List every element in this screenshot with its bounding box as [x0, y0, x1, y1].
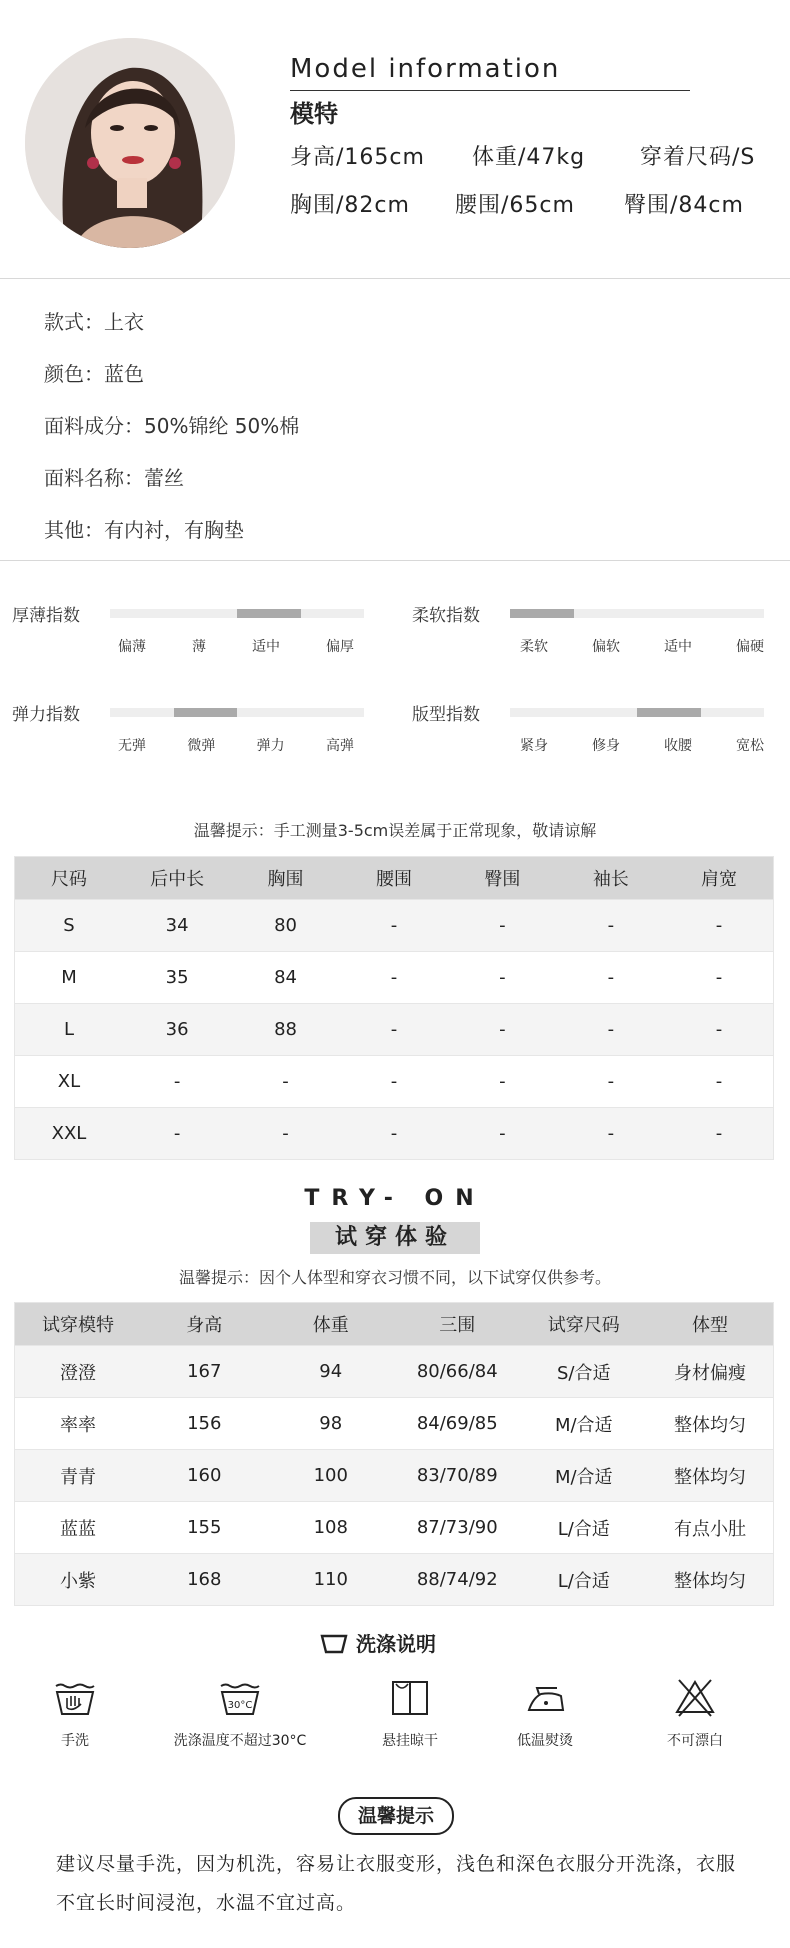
table-cell: 青青 — [15, 1450, 142, 1502]
table-row — [15, 900, 774, 952]
wash-label: 悬挂晾干 — [382, 1733, 438, 1749]
section-divider — [0, 560, 790, 561]
wash-temp-mark: 30°C — [227, 1700, 253, 1711]
column-header: 尺码 — [15, 857, 123, 900]
index-ticks-thickness — [118, 636, 354, 656]
table-cell: 小紫 — [15, 1554, 142, 1606]
table-cell: 35 — [123, 952, 231, 1004]
tryon-table — [14, 1302, 774, 1606]
table-row — [15, 1554, 774, 1606]
table-row — [15, 1450, 774, 1502]
tick-label: 偏厚 — [326, 639, 354, 655]
table-cell: 80 — [231, 900, 339, 952]
wash-item-30 — [160, 1678, 320, 1750]
heading-underline — [290, 90, 690, 91]
table-cell: M — [15, 952, 123, 1004]
wash-label: 手洗 — [61, 1733, 89, 1749]
model-size: 穿着尺码/S — [640, 145, 756, 170]
index-ticks-fit — [520, 735, 764, 755]
index-bar-thickness — [110, 609, 364, 618]
table-cell: XXL — [15, 1108, 123, 1160]
table-cell: 88 — [231, 1004, 339, 1056]
table-cell: 100 — [268, 1450, 395, 1502]
table-cell: M/合适 — [521, 1398, 648, 1450]
washing-title: 洗涤说明 — [356, 1632, 436, 1656]
wash-tub-icon — [320, 1632, 348, 1654]
table-cell: 87/73/90 — [394, 1502, 521, 1554]
table-row — [15, 1056, 774, 1108]
hand-wash-icon — [53, 1678, 97, 1718]
tick-label: 微弹 — [187, 738, 216, 754]
table-cell: - — [231, 1108, 339, 1160]
column-header: 身高 — [141, 1303, 268, 1346]
column-header: 袖长 — [557, 857, 665, 900]
table-cell: 94 — [268, 1346, 395, 1398]
table-row — [15, 1502, 774, 1554]
tick-label: 紧身 — [520, 738, 548, 754]
table-cell: - — [340, 1108, 448, 1160]
table-cell: 率率 — [15, 1398, 142, 1450]
tick-label: 偏薄 — [118, 639, 146, 655]
table-cell: - — [557, 1108, 665, 1160]
column-header: 试穿模特 — [15, 1303, 142, 1346]
table-cell: L/合适 — [521, 1554, 648, 1606]
wash-item-hand — [0, 1678, 150, 1750]
size-table-header — [15, 857, 774, 900]
info-fabric: 面料名称：蕾丝 — [44, 466, 184, 490]
table-cell: - — [448, 900, 556, 952]
table-cell: 108 — [268, 1502, 395, 1554]
column-header: 体型 — [647, 1303, 774, 1346]
tick-label: 收腰 — [664, 738, 692, 754]
model-info-subheading: 模特 — [290, 100, 338, 128]
column-header: 臀围 — [448, 857, 556, 900]
table-cell: 澄澄 — [15, 1346, 142, 1398]
section-divider — [0, 278, 790, 279]
tick-label: 适中 — [664, 639, 692, 655]
table-cell: - — [340, 900, 448, 952]
index-bar-softness — [510, 609, 764, 618]
table-cell: - — [448, 1108, 556, 1160]
table-cell: 整体均匀 — [647, 1554, 774, 1606]
table-cell: - — [448, 952, 556, 1004]
model-waist: 腰围/65cm — [455, 193, 575, 218]
tryon-table-header — [15, 1303, 774, 1346]
warm-tip-text: 建议尽量手洗，因为机洗，容易让衣服变形，浅色和深色衣服分开洗涤，衣服不宜长时间浸泡，水温不宜过高。 — [56, 1853, 737, 1914]
table-cell: - — [448, 1004, 556, 1056]
column-header: 三围 — [394, 1303, 521, 1346]
table-cell: - — [557, 952, 665, 1004]
wash-item-iron — [470, 1678, 620, 1750]
table-cell: 98 — [268, 1398, 395, 1450]
table-cell: 有点小肚 — [647, 1502, 774, 1554]
low-iron-icon — [523, 1678, 567, 1718]
table-cell: - — [557, 1056, 665, 1108]
table-cell: 34 — [123, 900, 231, 952]
table-cell: M/合适 — [521, 1450, 648, 1502]
column-header: 试穿尺码 — [521, 1303, 648, 1346]
table-cell: - — [557, 1004, 665, 1056]
tryon-title-cn: 试穿体验 — [310, 1222, 480, 1254]
tick-label: 无弹 — [118, 738, 146, 754]
tick-label: 偏软 — [592, 639, 620, 655]
index-fill-softness — [510, 609, 574, 618]
table-cell: - — [231, 1056, 339, 1108]
table-cell: - — [665, 952, 773, 1004]
table-cell: 身材偏瘦 — [647, 1346, 774, 1398]
table-cell: 155 — [141, 1502, 268, 1554]
model-info-heading: Model information — [290, 54, 561, 84]
tick-label: 高弹 — [325, 738, 354, 754]
size-table-tip: 温馨提示：手工测量3-5cm误差属于正常现象，敬请谅解 — [193, 821, 597, 840]
table-cell: S — [15, 900, 123, 952]
index-bar-fit — [510, 708, 764, 717]
index-fill-elasticity — [174, 708, 238, 717]
table-cell: 84 — [231, 952, 339, 1004]
table-cell: 84/69/85 — [394, 1398, 521, 1450]
model-height: 身高/165cm — [290, 145, 425, 170]
table-cell: 167 — [141, 1346, 268, 1398]
table-cell: - — [665, 1108, 773, 1160]
wash-item-hang — [335, 1678, 485, 1750]
column-header: 体重 — [268, 1303, 395, 1346]
wash-item-bleach — [620, 1678, 770, 1750]
table-cell: 整体均匀 — [647, 1398, 774, 1450]
table-cell: 160 — [141, 1450, 268, 1502]
table-cell: 88/74/92 — [394, 1554, 521, 1606]
table-row — [15, 1108, 774, 1160]
tick-label: 偏硬 — [736, 639, 764, 655]
table-cell: - — [665, 900, 773, 952]
table-cell: - — [665, 1056, 773, 1108]
table-row — [15, 1346, 774, 1398]
tick-label: 柔软 — [520, 639, 548, 655]
table-cell: - — [340, 952, 448, 1004]
model-portrait-icon — [25, 38, 235, 248]
info-other: 其他：有内衬，有胸垫 — [44, 518, 244, 542]
table-row — [15, 952, 774, 1004]
wash-30-icon — [218, 1678, 262, 1718]
table-cell: - — [340, 1056, 448, 1108]
washing-heading — [320, 1628, 436, 1657]
table-cell: S/合适 — [521, 1346, 648, 1398]
index-fill-thickness — [237, 609, 301, 618]
index-label-thickness: 厚薄指数 — [12, 606, 80, 626]
table-cell: XL — [15, 1056, 123, 1108]
table-cell: 蓝蓝 — [15, 1502, 142, 1554]
tick-label: 修身 — [592, 738, 620, 754]
tick-label: 适中 — [252, 639, 280, 655]
table-cell: - — [340, 1004, 448, 1056]
index-label-fit: 版型指数 — [412, 705, 480, 725]
table-cell: - — [123, 1056, 231, 1108]
wash-label: 不可漂白 — [667, 1733, 723, 1749]
size-table — [14, 856, 774, 1160]
table-cell: 110 — [268, 1554, 395, 1606]
model-bust: 胸围/82cm — [290, 193, 410, 218]
no-bleach-icon — [673, 1678, 717, 1718]
warm-tip-badge: 温馨提示 — [338, 1797, 454, 1835]
table-row — [15, 1398, 774, 1450]
column-header: 胸围 — [231, 857, 339, 900]
table-cell: 168 — [141, 1554, 268, 1606]
table-cell: 整体均匀 — [647, 1450, 774, 1502]
model-photo — [25, 38, 235, 248]
tryon-tip: 温馨提示：因个人体型和穿衣习惯不同，以下试穿仅供参考。 — [178, 1268, 611, 1287]
column-header: 肩宽 — [665, 857, 773, 900]
table-cell: - — [665, 1004, 773, 1056]
table-cell: L — [15, 1004, 123, 1056]
wash-label: 低温熨烫 — [517, 1733, 573, 1749]
tryon-title-en: TRY- ON — [304, 1186, 486, 1211]
tick-label: 薄 — [192, 639, 206, 655]
table-row — [15, 1004, 774, 1056]
info-color: 颜色：蓝色 — [44, 362, 144, 386]
table-cell: 80/66/84 — [394, 1346, 521, 1398]
wash-label: 洗涤温度不超过30°C — [173, 1733, 307, 1749]
table-cell: - — [123, 1108, 231, 1160]
table-cell: - — [557, 900, 665, 952]
table-cell: 83/70/89 — [394, 1450, 521, 1502]
info-composition: 面料成分：50%锦纶 50%棉 — [44, 414, 300, 438]
table-cell: - — [448, 1056, 556, 1108]
model-weight: 体重/47kg — [472, 145, 586, 170]
table-cell: L/合适 — [521, 1502, 648, 1554]
index-label-softness: 柔软指数 — [412, 606, 480, 626]
index-fill-fit — [637, 708, 701, 717]
index-label-elasticity: 弹力指数 — [12, 705, 80, 725]
info-style: 款式：上衣 — [44, 310, 144, 334]
hang-dry-icon — [388, 1678, 432, 1718]
column-header: 腰围 — [340, 857, 448, 900]
model-hip: 臀围/84cm — [624, 193, 744, 218]
tick-label: 弹力 — [256, 738, 285, 754]
column-header: 后中长 — [123, 857, 231, 900]
index-ticks-softness — [520, 636, 764, 656]
index-ticks-elasticity — [118, 735, 354, 755]
tick-label: 宽松 — [736, 738, 764, 754]
table-cell: 156 — [141, 1398, 268, 1450]
table-cell: 36 — [123, 1004, 231, 1056]
index-bar-elasticity — [110, 708, 364, 717]
